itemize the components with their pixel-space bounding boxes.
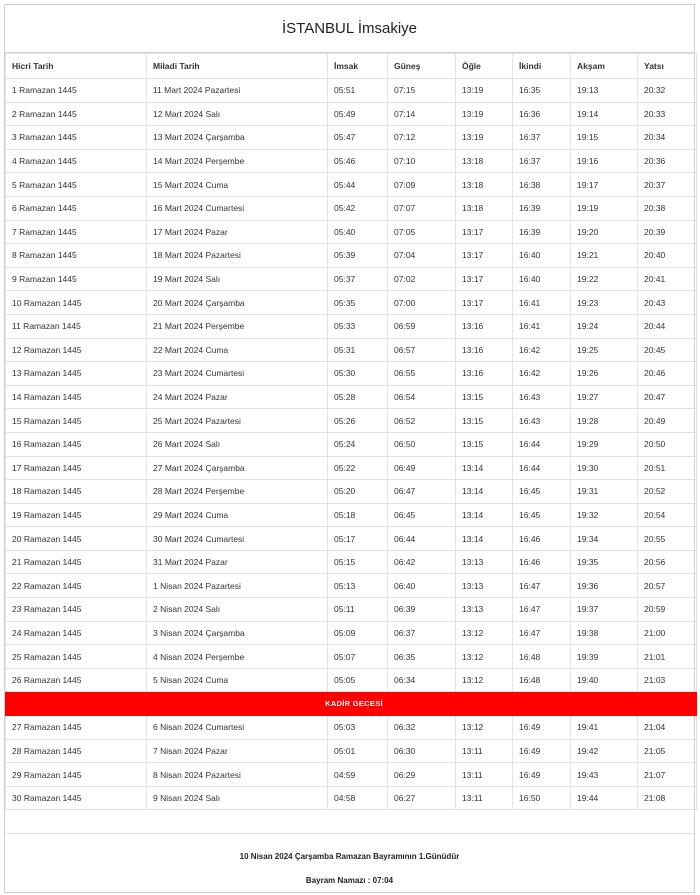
imsakiye-table <box>5 53 697 810</box>
table-cell: 3 Nisan 2024 Çarşamba <box>147 621 328 645</box>
table-cell: 20:34 <box>638 126 697 150</box>
table-cell: 19:15 <box>571 126 638 150</box>
table-cell: 05:51 <box>328 79 388 103</box>
table-cell: 07:04 <box>388 244 456 268</box>
table-cell: 04:58 <box>328 786 388 810</box>
table-row <box>6 220 697 244</box>
table-row <box>6 409 697 433</box>
table-cell: 25 Ramazan 1445 <box>6 645 147 669</box>
table-cell: 06:54 <box>388 385 456 409</box>
table-cell: 06:37 <box>388 621 456 645</box>
table-cell: 13:18 <box>456 149 513 173</box>
table-cell: 13:17 <box>456 291 513 315</box>
table-cell: 19:32 <box>571 503 638 527</box>
table-cell: 21:01 <box>638 645 697 669</box>
table-row <box>6 480 697 504</box>
table-cell: 07:00 <box>388 291 456 315</box>
table-cell: 2 Nisan 2024 Salı <box>147 598 328 622</box>
table-cell: 13:12 <box>456 668 513 692</box>
table-cell: 16:40 <box>513 267 571 291</box>
kadir-gecesi-row <box>6 692 697 716</box>
table-cell: 05:42 <box>328 196 388 220</box>
header-imsak: İmsak <box>328 54 388 79</box>
table-cell: 13 Mart 2024 Çarşamba <box>147 126 328 150</box>
table-cell: 05:17 <box>328 527 388 551</box>
table-cell: 16:47 <box>513 621 571 645</box>
table-cell: 16:49 <box>513 763 571 787</box>
table-cell: 18 Ramazan 1445 <box>6 480 147 504</box>
header-ogle: Öğle <box>456 54 513 79</box>
table-cell: 20:59 <box>638 598 697 622</box>
table-cell: 05:03 <box>328 716 388 740</box>
table-cell: 9 Ramazan 1445 <box>6 267 147 291</box>
table-cell: 16:45 <box>513 503 571 527</box>
table-cell: 16:46 <box>513 550 571 574</box>
table-cell: 06:44 <box>388 527 456 551</box>
table-cell: 19:42 <box>571 739 638 763</box>
table-cell: 21 Ramazan 1445 <box>6 550 147 574</box>
table-cell: 16:43 <box>513 409 571 433</box>
table-cell: 21:05 <box>638 739 697 763</box>
table-cell: 15 Ramazan 1445 <box>6 409 147 433</box>
table-cell: 20:37 <box>638 173 697 197</box>
table-cell: 20:50 <box>638 432 697 456</box>
table-cell: 5 Ramazan 1445 <box>6 173 147 197</box>
table-cell: 21:03 <box>638 668 697 692</box>
table-cell: 20:36 <box>638 149 697 173</box>
table-cell: 13:18 <box>456 196 513 220</box>
table-cell: 05:33 <box>328 314 388 338</box>
table-cell: 16:47 <box>513 574 571 598</box>
table-row <box>6 79 697 103</box>
table-row <box>6 503 697 527</box>
table-cell: 20:57 <box>638 574 697 598</box>
table-cell: 13:17 <box>456 220 513 244</box>
table-cell: 13:16 <box>456 362 513 386</box>
table-cell: 23 Mart 2024 Cumartesi <box>147 362 328 386</box>
table-row <box>6 126 697 150</box>
header-hicri: Hicri Tarih <box>6 54 147 79</box>
table-cell: 06:45 <box>388 503 456 527</box>
table-cell: 13:14 <box>456 456 513 480</box>
table-row <box>6 739 697 763</box>
table-cell: 13:17 <box>456 267 513 291</box>
table-cell: 05:22 <box>328 456 388 480</box>
table-cell: 19 Ramazan 1445 <box>6 503 147 527</box>
table-cell: 30 Ramazan 1445 <box>6 786 147 810</box>
table-cell: 16:40 <box>513 244 571 268</box>
table-cell: 1 Nisan 2024 Pazartesi <box>147 574 328 598</box>
table-cell: 20:44 <box>638 314 697 338</box>
table-cell: 4 Nisan 2024 Perşembe <box>147 645 328 669</box>
table-cell: 05:37 <box>328 267 388 291</box>
table-cell: 07:07 <box>388 196 456 220</box>
table-cell: 13:16 <box>456 314 513 338</box>
table-cell: 28 Ramazan 1445 <box>6 739 147 763</box>
table-row <box>6 621 697 645</box>
table-cell: 19:23 <box>571 291 638 315</box>
table-cell: 13:19 <box>456 79 513 103</box>
table-cell: 06:49 <box>388 456 456 480</box>
table-cell: 13:14 <box>456 480 513 504</box>
table-cell: 19:29 <box>571 432 638 456</box>
table-cell: 20:56 <box>638 550 697 574</box>
table-cell: 13:16 <box>456 338 513 362</box>
table-cell: 06:40 <box>388 574 456 598</box>
table-cell: 20:40 <box>638 244 697 268</box>
page-title: İSTANBUL İmsakiye <box>5 5 694 53</box>
table-cell: 13 Ramazan 1445 <box>6 362 147 386</box>
table-row <box>6 550 697 574</box>
table-row <box>6 314 697 338</box>
table-cell: 16:36 <box>513 102 571 126</box>
table-cell: 13:19 <box>456 102 513 126</box>
table-cell: 16:49 <box>513 739 571 763</box>
table-row <box>6 527 697 551</box>
table-cell: 19:31 <box>571 480 638 504</box>
table-cell: 20 Ramazan 1445 <box>6 527 147 551</box>
table-cell: 16:44 <box>513 432 571 456</box>
table-cell: 15 Mart 2024 Cuma <box>147 173 328 197</box>
table-cell: 13:14 <box>456 527 513 551</box>
header-ikindi: İkindi <box>513 54 571 79</box>
table-cell: 21 Mart 2024 Perşembe <box>147 314 328 338</box>
table-cell: 16:47 <box>513 598 571 622</box>
table-cell: 20:43 <box>638 291 697 315</box>
table-cell: 05:20 <box>328 480 388 504</box>
table-row <box>6 432 697 456</box>
table-cell: 06:30 <box>388 739 456 763</box>
table-cell: 19:16 <box>571 149 638 173</box>
table-cell: 06:39 <box>388 598 456 622</box>
table-cell: 16:41 <box>513 291 571 315</box>
table-row <box>6 291 697 315</box>
table-cell: 14 Mart 2024 Perşembe <box>147 149 328 173</box>
table-cell: 5 Nisan 2024 Cuma <box>147 668 328 692</box>
table-cell: 6 Nisan 2024 Cumartesi <box>147 716 328 740</box>
table-cell: 19:27 <box>571 385 638 409</box>
header-gunes: Güneş <box>388 54 456 79</box>
table-row <box>6 362 697 386</box>
table-cell: 06:57 <box>388 338 456 362</box>
table-cell: 19:21 <box>571 244 638 268</box>
table-cell: 16 Mart 2024 Cumartesi <box>147 196 328 220</box>
kadir-gecesi-label: KADİR GECESİ <box>6 692 697 716</box>
table-cell: 07:09 <box>388 173 456 197</box>
table-cell: 7 Ramazan 1445 <box>6 220 147 244</box>
table-cell: 27 Mart 2024 Çarşamba <box>147 456 328 480</box>
table-cell: 6 Ramazan 1445 <box>6 196 147 220</box>
table-cell: 19:39 <box>571 645 638 669</box>
table-cell: 11 Ramazan 1445 <box>6 314 147 338</box>
table-cell: 19:28 <box>571 409 638 433</box>
table-cell: 05:24 <box>328 432 388 456</box>
table-cell: 16:42 <box>513 362 571 386</box>
table-cell: 8 Nisan 2024 Pazartesi <box>147 763 328 787</box>
table-cell: 13:15 <box>456 432 513 456</box>
table-cell: 17 Mart 2024 Pazar <box>147 220 328 244</box>
table-cell: 19:35 <box>571 550 638 574</box>
table-cell: 20:32 <box>638 79 697 103</box>
table-row <box>6 149 697 173</box>
table-cell: 30 Mart 2024 Cumartesi <box>147 527 328 551</box>
table-cell: 3 Ramazan 1445 <box>6 126 147 150</box>
table-cell: 06:47 <box>388 480 456 504</box>
table-cell: 19:25 <box>571 338 638 362</box>
table-row <box>6 385 697 409</box>
table-cell: 24 Ramazan 1445 <box>6 621 147 645</box>
table-cell: 16 Ramazan 1445 <box>6 432 147 456</box>
table-row <box>6 763 697 787</box>
table-cell: 05:39 <box>328 244 388 268</box>
table-cell: 07:05 <box>388 220 456 244</box>
table-cell: 16:39 <box>513 220 571 244</box>
table-cell: 06:27 <box>388 786 456 810</box>
table-cell: 05:46 <box>328 149 388 173</box>
table-cell: 05:31 <box>328 338 388 362</box>
table-cell: 11 Mart 2024 Pazartesi <box>147 79 328 103</box>
table-cell: 05:15 <box>328 550 388 574</box>
table-row <box>6 173 697 197</box>
table-cell: 19:38 <box>571 621 638 645</box>
table-cell: 7 Nisan 2024 Pazar <box>147 739 328 763</box>
table-cell: 19:43 <box>571 763 638 787</box>
bayram-namazi: Bayram Namazı : 07:04 <box>305 875 394 885</box>
table-cell: 19:44 <box>571 786 638 810</box>
table-cell: 05:07 <box>328 645 388 669</box>
table-row <box>6 598 697 622</box>
header-aksam: Akşam <box>571 54 638 79</box>
table-cell: 16:42 <box>513 338 571 362</box>
table-cell: 20:51 <box>638 456 697 480</box>
table-cell: 19:13 <box>571 79 638 103</box>
header-yatsi: Yatsı <box>638 54 697 79</box>
table-row <box>6 716 697 740</box>
table-cell: 14 Ramazan 1445 <box>6 385 147 409</box>
table-cell: 19:17 <box>571 173 638 197</box>
table-cell: 13:11 <box>456 739 513 763</box>
table-cell: 13:12 <box>456 621 513 645</box>
table-cell: 21:08 <box>638 786 697 810</box>
table-cell: 16:35 <box>513 79 571 103</box>
table-cell: 16:48 <box>513 668 571 692</box>
table-cell: 06:34 <box>388 668 456 692</box>
table-cell: 25 Mart 2024 Pazartesi <box>147 409 328 433</box>
table-cell: 19 Mart 2024 Salı <box>147 267 328 291</box>
table-row <box>6 574 697 598</box>
table-cell: 16:46 <box>513 527 571 551</box>
table-cell: 13:15 <box>456 409 513 433</box>
table-cell: 19:20 <box>571 220 638 244</box>
table-cell: 19:40 <box>571 668 638 692</box>
table-cell: 16:37 <box>513 126 571 150</box>
table-row <box>6 102 697 126</box>
table-cell: 16:45 <box>513 480 571 504</box>
table-cell: 06:55 <box>388 362 456 386</box>
table-cell: 20:45 <box>638 338 697 362</box>
table-cell: 17 Ramazan 1445 <box>6 456 147 480</box>
table-cell: 27 Ramazan 1445 <box>6 716 147 740</box>
table-cell: 20:52 <box>638 480 697 504</box>
table-cell: 8 Ramazan 1445 <box>6 244 147 268</box>
table-cell: 13:15 <box>456 385 513 409</box>
table-cell: 12 Ramazan 1445 <box>6 338 147 362</box>
table-cell: 19:24 <box>571 314 638 338</box>
table-row <box>6 338 697 362</box>
table-cell: 19:34 <box>571 527 638 551</box>
table-cell: 31 Mart 2024 Pazar <box>147 550 328 574</box>
table-row <box>6 244 697 268</box>
bayram-info: 10 Nisan 2024 Çarşamba Ramazan Bayramının 1.Günüdür <box>239 851 460 861</box>
table-cell: 13:13 <box>456 574 513 598</box>
table-cell: 20:39 <box>638 220 697 244</box>
table-cell: 20:47 <box>638 385 697 409</box>
table-cell: 19:30 <box>571 456 638 480</box>
table-cell: 24 Mart 2024 Pazar <box>147 385 328 409</box>
table-cell: 05:30 <box>328 362 388 386</box>
table-cell: 05:13 <box>328 574 388 598</box>
table-cell: 20:55 <box>638 527 697 551</box>
table-cell: 05:35 <box>328 291 388 315</box>
table-cell: 13:13 <box>456 550 513 574</box>
table-cell: 20:38 <box>638 196 697 220</box>
table-cell: 20:46 <box>638 362 697 386</box>
table-cell: 05:01 <box>328 739 388 763</box>
table-cell: 05:44 <box>328 173 388 197</box>
table-cell: 20:41 <box>638 267 697 291</box>
table-row <box>6 668 697 692</box>
table-cell: 07:12 <box>388 126 456 150</box>
table-cell: 07:14 <box>388 102 456 126</box>
table-cell: 16:37 <box>513 149 571 173</box>
table-cell: 06:32 <box>388 716 456 740</box>
table-cell: 19:26 <box>571 362 638 386</box>
table-cell: 05:26 <box>328 409 388 433</box>
table-cell: 19:41 <box>571 716 638 740</box>
table-row <box>6 645 697 669</box>
table-cell: 13:17 <box>456 244 513 268</box>
table-cell: 16:43 <box>513 385 571 409</box>
table-cell: 06:50 <box>388 432 456 456</box>
table-cell: 05:11 <box>328 598 388 622</box>
table-cell: 16:48 <box>513 645 571 669</box>
table-cell: 12 Mart 2024 Salı <box>147 102 328 126</box>
table-cell: 05:40 <box>328 220 388 244</box>
table-cell: 22 Mart 2024 Cuma <box>147 338 328 362</box>
table-cell: 4 Ramazan 1445 <box>6 149 147 173</box>
table-cell: 16:44 <box>513 456 571 480</box>
table-cell: 06:29 <box>388 763 456 787</box>
table-cell: 13:12 <box>456 645 513 669</box>
table-cell: 29 Mart 2024 Cuma <box>147 503 328 527</box>
table-cell: 16:39 <box>513 196 571 220</box>
table-cell: 19:36 <box>571 574 638 598</box>
table-cell: 22 Ramazan 1445 <box>6 574 147 598</box>
table-cell: 26 Ramazan 1445 <box>6 668 147 692</box>
table-cell: 10 Ramazan 1445 <box>6 291 147 315</box>
table-cell: 05:09 <box>328 621 388 645</box>
table-cell: 07:02 <box>388 267 456 291</box>
table-row <box>6 456 697 480</box>
table-cell: 05:05 <box>328 668 388 692</box>
table-cell: 13:12 <box>456 716 513 740</box>
table-cell: 16:41 <box>513 314 571 338</box>
table-cell: 28 Mart 2024 Perşembe <box>147 480 328 504</box>
table-cell: 13:14 <box>456 503 513 527</box>
table-cell: 13:11 <box>456 763 513 787</box>
table-cell: 21:07 <box>638 763 697 787</box>
table-cell: 13:19 <box>456 126 513 150</box>
header-miladi: Miladi Tarih <box>147 54 328 79</box>
table-cell: 13:13 <box>456 598 513 622</box>
table-cell: 05:18 <box>328 503 388 527</box>
table-cell: 07:15 <box>388 79 456 103</box>
table-cell: 13:18 <box>456 173 513 197</box>
table-cell: 05:49 <box>328 102 388 126</box>
table-cell: 04:59 <box>328 763 388 787</box>
table-cell: 21:00 <box>638 621 697 645</box>
table-cell: 29 Ramazan 1445 <box>6 763 147 787</box>
table-cell: 06:35 <box>388 645 456 669</box>
table-cell: 07:10 <box>388 149 456 173</box>
table-cell: 20:33 <box>638 102 697 126</box>
table-cell: 1 Ramazan 1445 <box>6 79 147 103</box>
table-cell: 06:42 <box>388 550 456 574</box>
table-cell: 16:49 <box>513 716 571 740</box>
table-cell: 20 Mart 2024 Çarşamba <box>147 291 328 315</box>
table-cell: 9 Nisan 2024 Salı <box>147 786 328 810</box>
table-cell: 18 Mart 2024 Pazartesi <box>147 244 328 268</box>
table-cell: 19:14 <box>571 102 638 126</box>
table-cell: 19:37 <box>571 598 638 622</box>
imsakiye-panel <box>4 4 695 893</box>
table-cell: 21:04 <box>638 716 697 740</box>
table-cell: 05:47 <box>328 126 388 150</box>
table-cell: 13:11 <box>456 786 513 810</box>
table-cell: 19:19 <box>571 196 638 220</box>
table-cell: 26 Mart 2024 Salı <box>147 432 328 456</box>
table-cell: 23 Ramazan 1445 <box>6 598 147 622</box>
table-cell: 19:22 <box>571 267 638 291</box>
table-cell: 2 Ramazan 1445 <box>6 102 147 126</box>
table-row <box>6 196 697 220</box>
table-cell: 16:50 <box>513 786 571 810</box>
table-cell: 06:59 <box>388 314 456 338</box>
table-cell: 05:28 <box>328 385 388 409</box>
table-row <box>6 786 697 810</box>
table-cell: 20:54 <box>638 503 697 527</box>
table-cell: 16:38 <box>513 173 571 197</box>
table-cell: 20:49 <box>638 409 697 433</box>
table-row <box>6 267 697 291</box>
table-header-row <box>6 54 697 79</box>
footer-spacer <box>5 810 694 834</box>
table-cell: 06:52 <box>388 409 456 433</box>
